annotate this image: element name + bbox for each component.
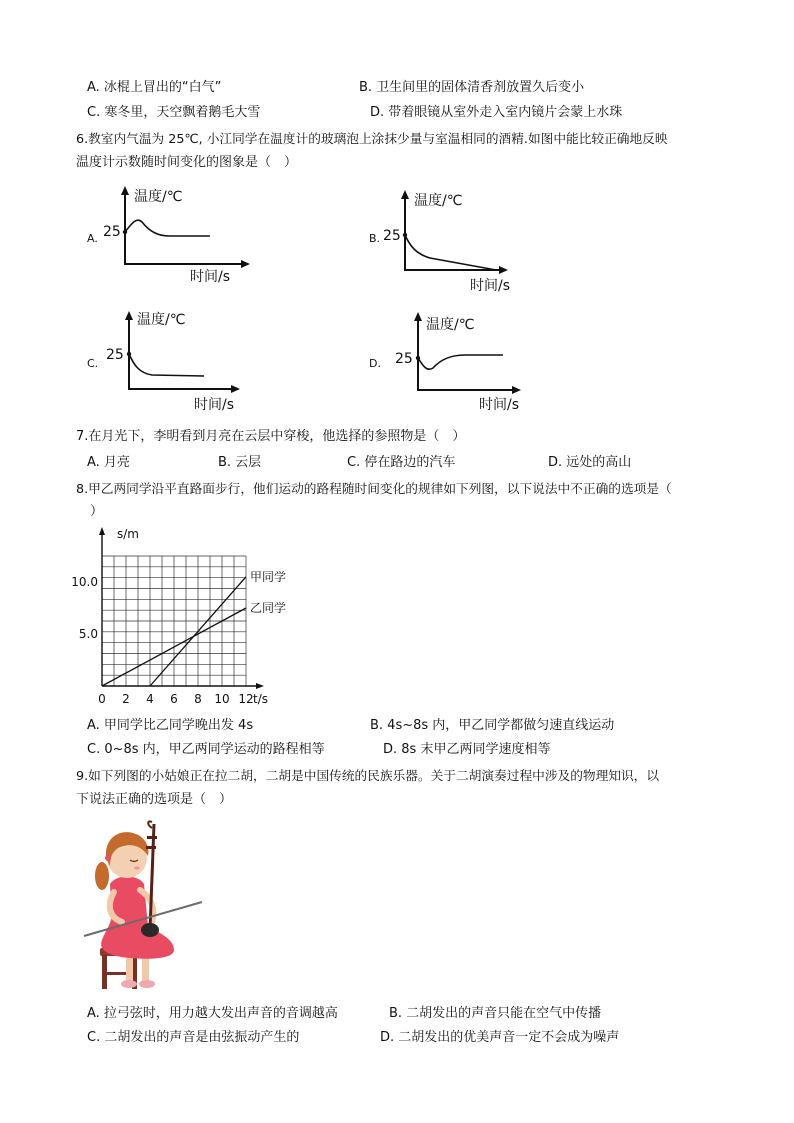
q8-option-b: B. 4s~8s 内，甲乙同学都做匀速直线运动 [370,718,615,733]
q6-graph-c-letter: C. [87,357,99,370]
x-axis-arrow [256,683,264,689]
q5-option-a: A. 冰棍上冒出的“白气” [87,80,222,95]
q6-graph-b [380,184,540,296]
y-axis-label: 温度/℃ [414,193,463,209]
q7-stem: 7.在月光下，李明看到月亮在云层中穿梭，他选择的参照物是（ ） [76,429,466,444]
q6-graph-d [393,304,553,416]
q9-stem-line2: 下说法正确的选项是（ ） [76,792,233,807]
x-axis-arrow [499,266,508,274]
y-tick-label: 5.0 [78,627,98,641]
temperature-curve [418,355,503,369]
y-axis-label: 温度/℃ [134,189,183,205]
q8-option-c: C. 0~8s 内，甲乙两同学运动的路程相等 [87,742,325,757]
x-axis-label: 时间/s [194,397,235,413]
x-axis-label: t/s [253,692,268,706]
y-axis-label: 温度/℃ [426,317,475,333]
q5-option-c: C. 寒冬里，天空飘着鹅毛大雪 [87,105,261,120]
x-tick-label: 8 [194,692,202,706]
y-axis-arrow [401,190,409,199]
temperature-curve [129,354,204,376]
q5-option-d: D. 带着眼镜从室外走入室内镜片会蒙上水珠 [370,105,623,120]
x-axis-label: 时间/s [470,278,511,294]
q6-stem-line2: 温度计示数随时间变化的图象是（ ） [76,155,298,170]
series-label-1: 甲同学 [250,569,287,584]
y-mark-25: 25 [383,228,401,244]
x-tick-label: 12 [238,692,254,706]
girl-playing-erhu-illustration [82,818,207,993]
q7-option-a: A. 月亮 [87,455,130,470]
q6-graph-a-letter: A. [87,232,98,245]
q9-stem-line1: 9.如下列图的小姑娘正在拉二胡，二胡是中国传统的民族乐器。关于二胡演奏过程中涉及的物理知识，以 [76,768,660,783]
series-label-2: 乙同学 [250,601,287,615]
y-axis-arrow [125,311,133,320]
q9-option-b: B. 二胡发出的声音只能在空气中传播 [389,1006,602,1021]
y-mark-25: 25 [106,347,124,363]
x-tick-label: 4 [146,692,154,706]
q9-option-d: D. 二胡发出的优美声音一定不会成为噪声 [380,1030,620,1045]
x-axis-arrow [231,385,240,393]
x-axis-arrow [512,386,521,394]
q8-stem-line2: ） [90,504,104,519]
x-axis-label: 时间/s [190,269,231,285]
y-mark-25: 25 [103,224,121,240]
q6-graph-a [100,180,260,288]
q6-graph-d-letter: D. [369,357,381,370]
y-tick-label: 10.0 [71,575,98,589]
q6-graph-b-letter: B. [369,232,381,245]
y-axis-label: 温度/℃ [137,312,186,328]
y-axis-arrow [121,186,129,195]
x-axis-label: 时间/s [479,397,520,413]
x-tick-label: 10 [214,692,230,706]
x-tick-label: 0 [98,692,106,706]
q7-option-b: B. 云层 [218,455,262,470]
q8-distance-time-chart [70,525,290,710]
q8-option-a: A. 甲同学比乙同学晚出发 4s [87,718,254,733]
x-tick-label: 6 [170,692,178,706]
y-axis-arrow [414,312,422,321]
q9-option-a: A. 拉弓弦时，用力越大发出声音的音调越高 [87,1006,338,1021]
y-mark-25: 25 [395,351,413,367]
y-axis-arrow [99,527,105,535]
x-tick-label: 2 [122,692,130,706]
q7-option-c: C. 停在路边的汽车 [347,455,456,470]
temperature-curve [405,235,496,270]
q9-option-c: C. 二胡发出的声音是由弦振动产生的 [87,1030,300,1045]
temperature-curve [125,220,210,236]
q8-option-d: D. 8s 末甲乙两同学速度相等 [383,742,551,757]
q6-graph-c [104,303,264,415]
y-axis-label: s/m [117,527,139,541]
q8-stem-line1: 8.甲乙两同学沿平直路面步行，他们运动的路程随时间变化的规律如下列图，以下说法中不正确的选项是（ [76,481,672,496]
x-axis-arrow [241,260,250,268]
q7-option-d: D. 远处的高山 [548,455,632,470]
q5-option-b: B. 卫生间里的固体清香剂放置久后变小 [359,80,585,95]
q6-stem-line1: 6.教室内气温为 25℃, 小江同学在温度计的玻璃泡上涂抹少量与室温相同的酒精.如图中能比较正确地反映 [76,131,668,146]
